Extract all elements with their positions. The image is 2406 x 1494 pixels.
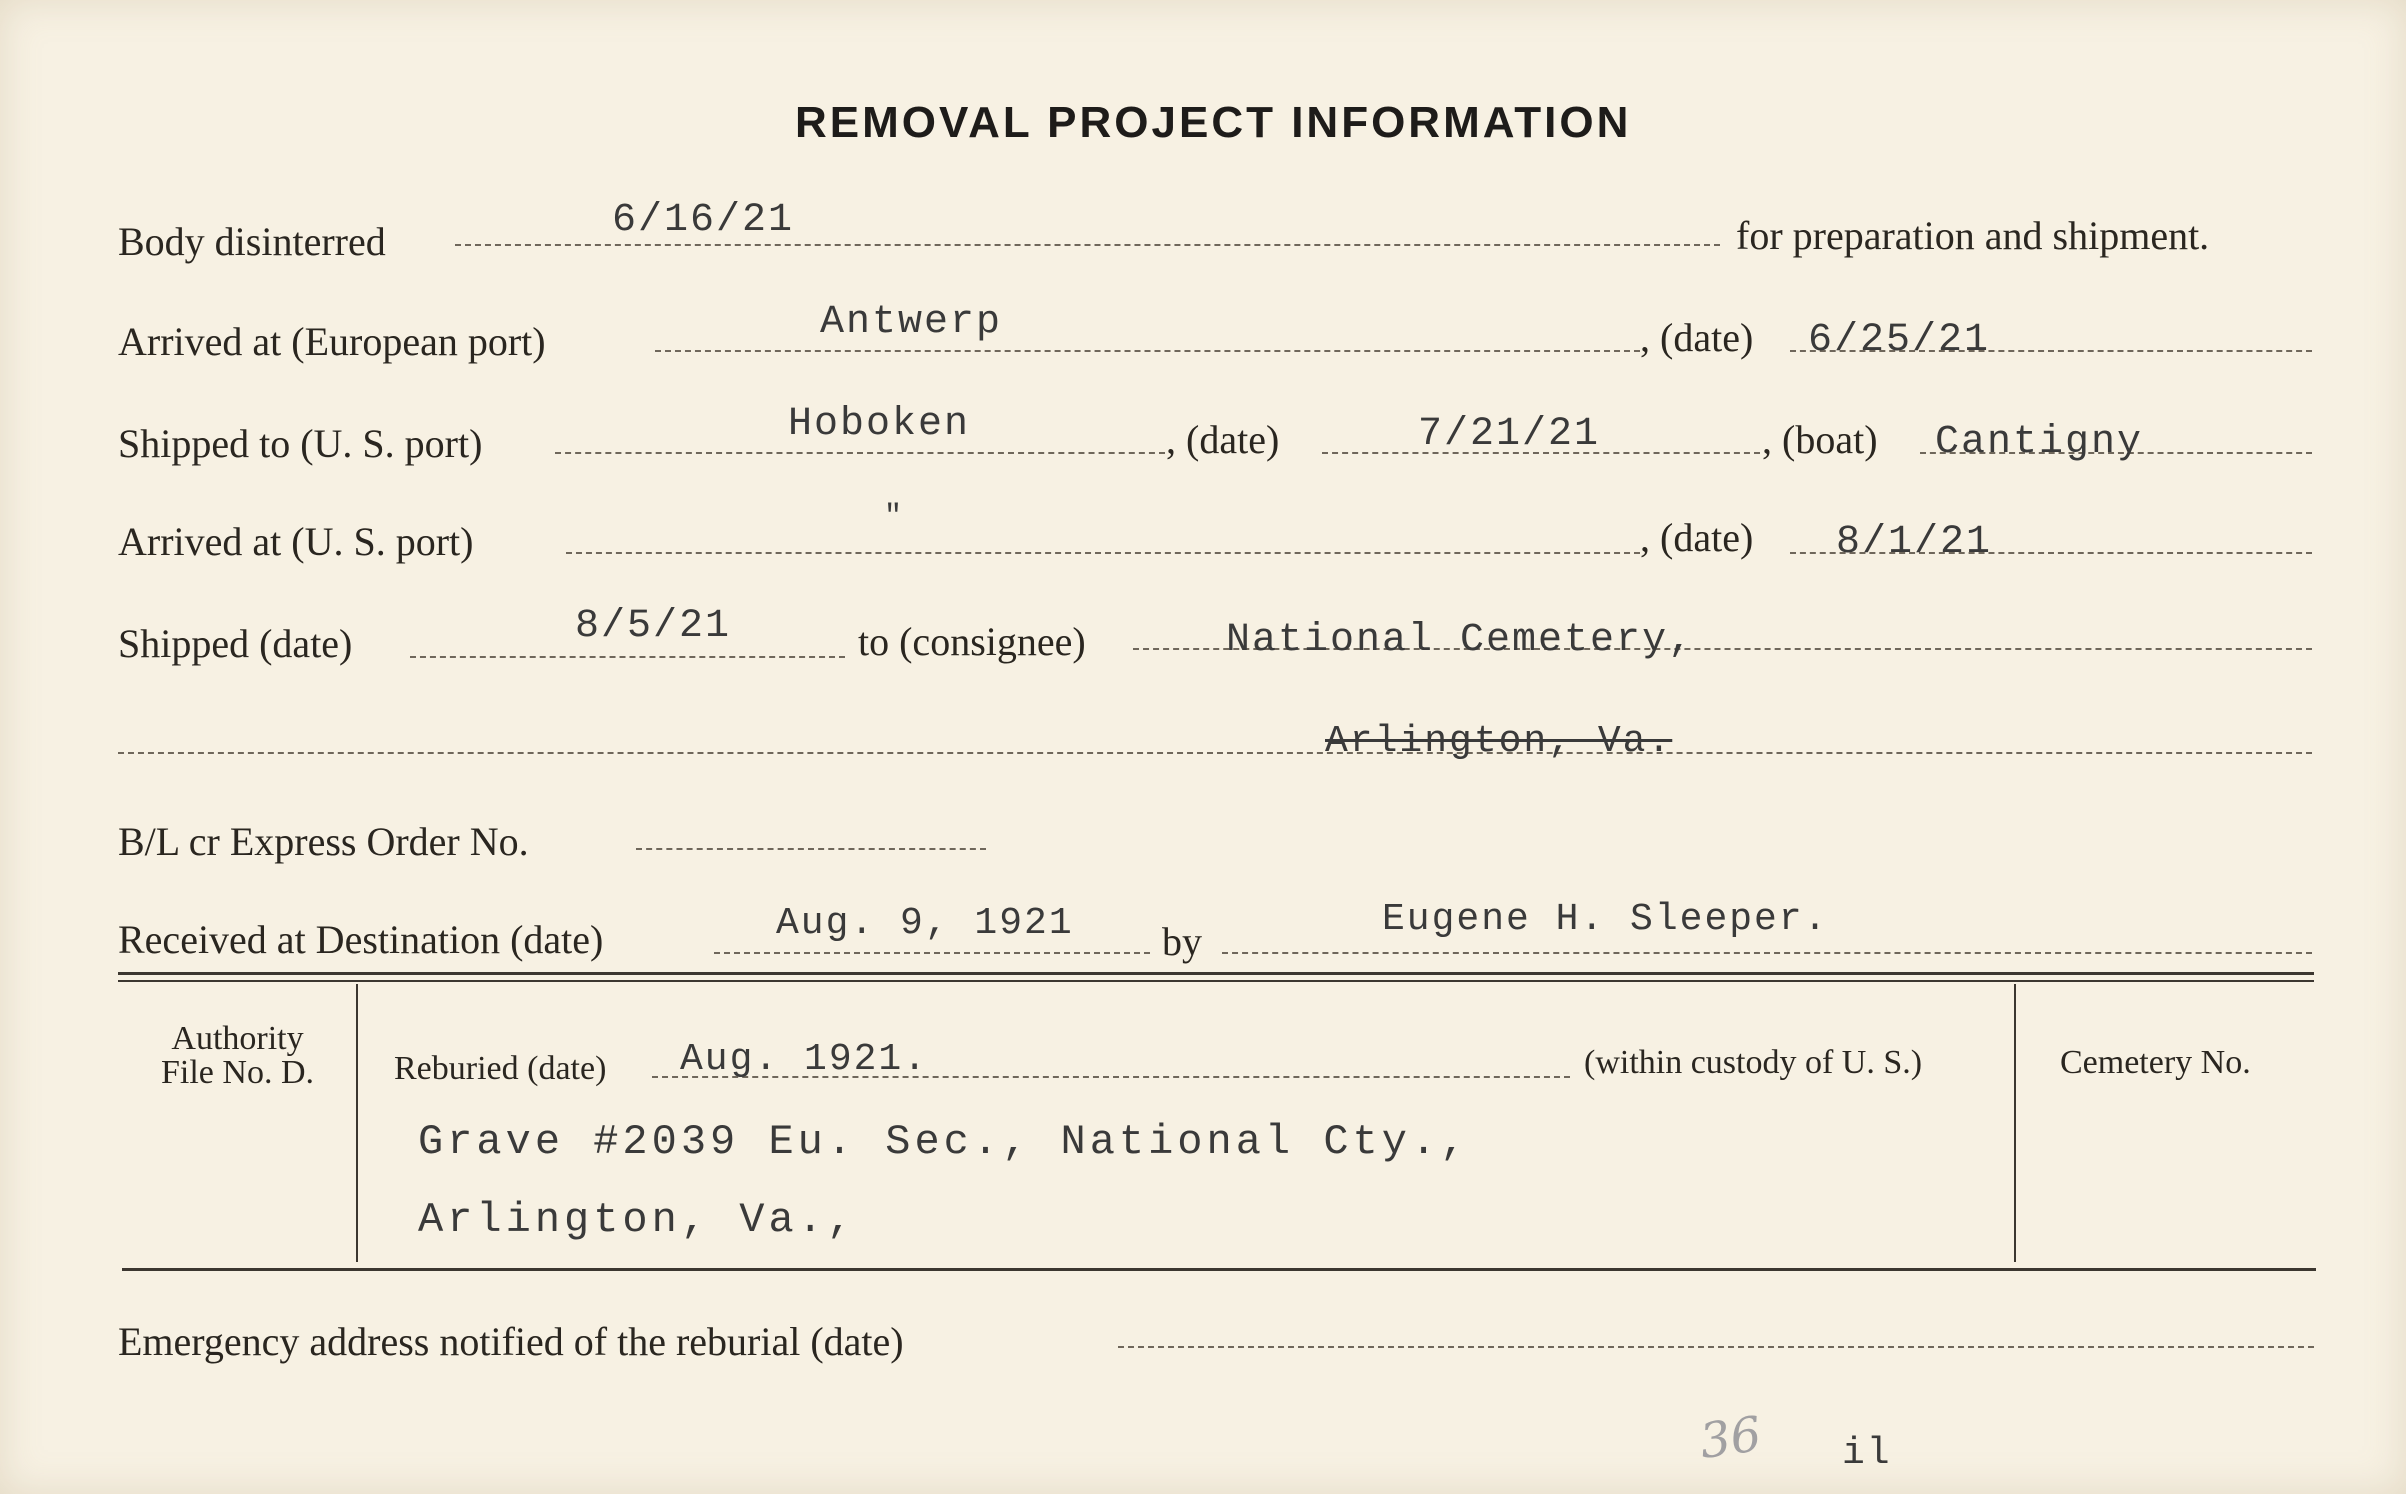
received-destination-label: Received at Destination (date) (118, 917, 604, 962)
european-date-value: 6/25/21 (1808, 318, 1991, 363)
grave-line-1: Grave #2039 Eu. Sec., National Cty., (418, 1118, 1470, 1166)
us-arrival-port-value: " (884, 500, 905, 534)
arrived-us-label: Arrived at (U. S. port) (118, 519, 474, 564)
consignee-line-2 (118, 752, 2312, 754)
bl-express-label: B/L cr Express Order No. (118, 819, 529, 864)
shipped-date-label: Shipped (date) (118, 621, 353, 666)
received-date-value: Aug. 9, 1921 (776, 902, 1074, 945)
consignee-value-1: National Cemetery, (1226, 618, 1695, 663)
table-divider-right (2014, 984, 2016, 1262)
bl-express-line (636, 848, 986, 850)
received-by-line (1222, 952, 2312, 954)
shipped-date-value: 8/5/21 (575, 604, 732, 649)
table-top-rule-1 (118, 972, 2314, 975)
emergency-address-label: Emergency address notified of the reburial (date) (118, 1319, 904, 1364)
boat-value: Cantigny (1935, 420, 2144, 465)
table-top-rule-2 (118, 980, 2314, 982)
us-port-value: Hoboken (788, 402, 971, 447)
us-arrival-date-label: , (date) (1640, 515, 1754, 560)
boat-label: , (boat) (1762, 417, 1878, 462)
reburied-date-label: Reburied (date) (394, 1050, 607, 1087)
cemetery-no-label: Cemetery No. (2060, 1044, 2251, 1081)
us-arrival-port-line (566, 552, 1640, 554)
european-port-value: Antwerp (820, 300, 1003, 345)
consignee-label: to (consignee) (858, 619, 1086, 664)
pencil-mark: 36 (1696, 1406, 1765, 1470)
card-title: REMOVAL PROJECT INFORMATION (795, 98, 1632, 147)
us-port-line (555, 452, 1165, 454)
grave-line-2: Arlington, Va., (418, 1196, 857, 1244)
european-date-label: , (date) (1640, 315, 1754, 360)
received-by-value: Eugene H. Sleeper. (1382, 898, 1829, 941)
received-date-line (714, 952, 1150, 954)
emergency-address-line (1118, 1346, 2314, 1348)
us-arrival-date-value: 8/1/21 (1836, 520, 1993, 565)
shipped-date-line (410, 656, 845, 658)
within-custody-label: (within custody of U. S.) (1584, 1044, 1923, 1081)
shipped-us-label: Shipped to (U. S. port) (118, 421, 483, 466)
by-label: by (1162, 919, 1202, 964)
authority-file-label: Authority File No. D. (161, 1020, 314, 1091)
table-divider-left (356, 984, 358, 1262)
table-bottom-rule (122, 1268, 2316, 1271)
for-preparation-label: for preparation and shipment. (1736, 213, 2210, 258)
disinterred-date-value: 6/16/21 (612, 198, 795, 243)
disinterred-line (455, 244, 1720, 246)
us-ship-date-value: 7/21/21 (1418, 412, 1601, 457)
stamp-suffix: il (1842, 1432, 1892, 1475)
us-ship-date-label: , (date) (1166, 417, 1280, 462)
body-disinterred-label: Body disinterred (118, 219, 386, 264)
european-port-line (655, 350, 1640, 352)
arrived-european-label: Arrived at (European port) (118, 319, 546, 364)
reburied-date-value: Aug. 1921. (680, 1038, 929, 1081)
consignee-value-2: Arlington, Va. (1325, 720, 1673, 763)
